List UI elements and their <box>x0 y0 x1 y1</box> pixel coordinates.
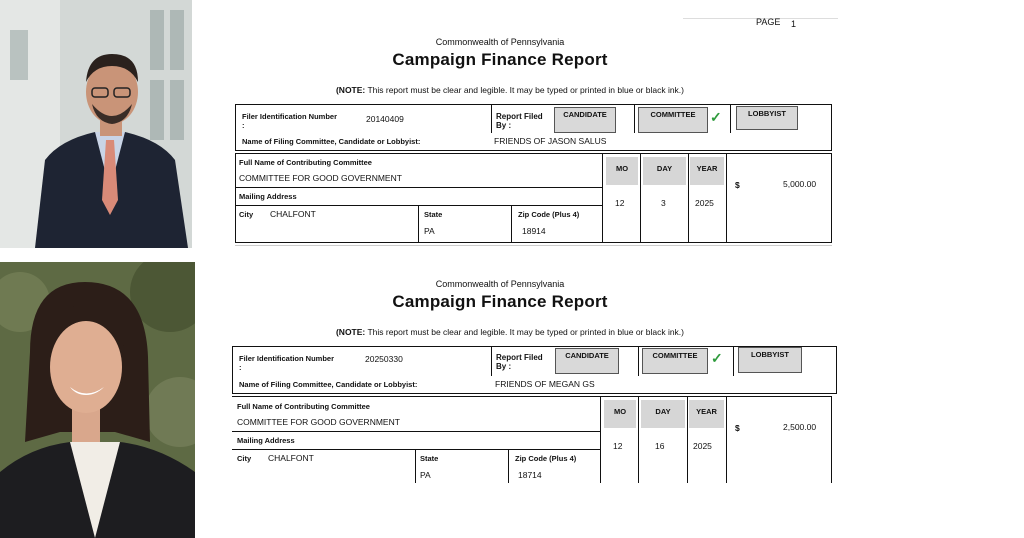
filed-by-label: Report Filed By : <box>496 353 543 371</box>
zip-label: Zip Code (Plus 4) <box>515 454 577 463</box>
filing-name-row <box>232 376 837 394</box>
committee-box: COMMITTEE <box>642 348 708 374</box>
state-label: State <box>424 210 443 219</box>
zip-value: 18914 <box>522 226 546 236</box>
filer-id-label: Filer Identification Number : <box>239 354 335 372</box>
city-label: City <box>237 454 252 463</box>
mailing-label: Mailing Address <box>239 192 297 201</box>
date-box <box>602 153 728 243</box>
year-value: 2025 <box>693 441 712 451</box>
commonwealth-heading: Commonwealth of Pennsylvania <box>435 279 565 289</box>
date-box <box>600 396 728 483</box>
amount-value: 5,000.00 <box>783 179 817 189</box>
mo-label: MO <box>606 157 638 185</box>
zip-label: Zip Code (Plus 4) <box>518 210 580 219</box>
filing-name-label: Name of Filing Committee, Candidate or Lobbyist: <box>242 137 421 146</box>
day-label: DAY <box>643 157 686 185</box>
day-label: DAY <box>641 400 685 428</box>
filing-name-value: FRIENDS OF JASON SALUS <box>494 136 607 146</box>
filer-box <box>232 346 837 378</box>
city-value: CHALFONT <box>270 209 316 219</box>
amount-value: 2,500.00 <box>783 422 817 432</box>
filer-id-label: Filer Identification Number : <box>242 112 338 130</box>
contributor-box <box>235 153 604 243</box>
amount-box <box>726 396 832 483</box>
commonwealth-heading: Commonwealth of Pennsylvania <box>435 37 565 47</box>
contrib-label: Full Name of Contributing Committee <box>239 158 372 167</box>
mo-value: 12 <box>613 441 623 451</box>
contrib-name: COMMITTEE FOR GOOD GOVERNMENT <box>239 173 402 183</box>
lobbyist-box: LOBBYIST <box>738 347 802 373</box>
candidate-box: CANDIDATE <box>555 348 619 374</box>
contrib-name: COMMITTEE FOR GOOD GOVERNMENT <box>237 417 400 427</box>
candidate-box: CANDIDATE <box>554 107 616 133</box>
photo-man <box>0 0 192 248</box>
photo-woman <box>0 262 195 538</box>
mo-value: 12 <box>615 198 625 208</box>
committee-box: COMMITTEE <box>638 107 708 133</box>
page-number: 1 <box>791 19 797 29</box>
year-label: YEAR <box>690 157 724 185</box>
committee-check-icon: ✓ <box>711 350 723 366</box>
contrib-label: Full Name of Contributing Committee <box>237 402 370 411</box>
filer-box <box>235 104 832 135</box>
filer-id-value: 20140409 <box>366 114 404 124</box>
filing-name-label: Name of Filing Committee, Candidate or Lobbyist: <box>239 380 418 389</box>
state-label: State <box>420 454 439 463</box>
dollar-sign: $ <box>735 423 740 433</box>
day-value: 3 <box>661 198 666 208</box>
city-value: CHALFONT <box>268 453 314 463</box>
zip-value: 18714 <box>518 470 542 480</box>
lobbyist-box: LOBBYIST <box>736 106 798 130</box>
report-title: Campaign Finance Report <box>392 292 608 311</box>
state-value: PA <box>424 226 435 236</box>
report-note: (NOTE: This report must be clear and legible. It may be typed or printed in blue or black ink.) <box>335 327 685 337</box>
city-label: City <box>239 210 254 219</box>
year-value: 2025 <box>695 198 714 208</box>
committee-check-icon: ✓ <box>710 109 722 125</box>
report-note: (NOTE: This report must be clear and legible. It may be typed or printed in blue or black ink.) <box>335 85 685 95</box>
filer-id-value: 20250330 <box>365 354 403 364</box>
day-value: 16 <box>655 441 665 451</box>
year-label: YEAR <box>689 400 724 428</box>
amount-box <box>726 153 832 243</box>
filing-name-value: FRIENDS OF MEGAN GS <box>495 379 595 389</box>
page-label: PAGE <box>756 17 781 27</box>
report-title: Campaign Finance Report <box>392 50 608 69</box>
state-value: PA <box>420 470 431 480</box>
mo-label: MO <box>604 400 636 428</box>
mailing-label: Mailing Address <box>237 436 295 445</box>
filing-name-row <box>235 133 832 151</box>
contributor-box <box>232 396 601 483</box>
filed-by-label: Report Filed By : <box>496 112 543 130</box>
dollar-sign: $ <box>735 180 740 190</box>
